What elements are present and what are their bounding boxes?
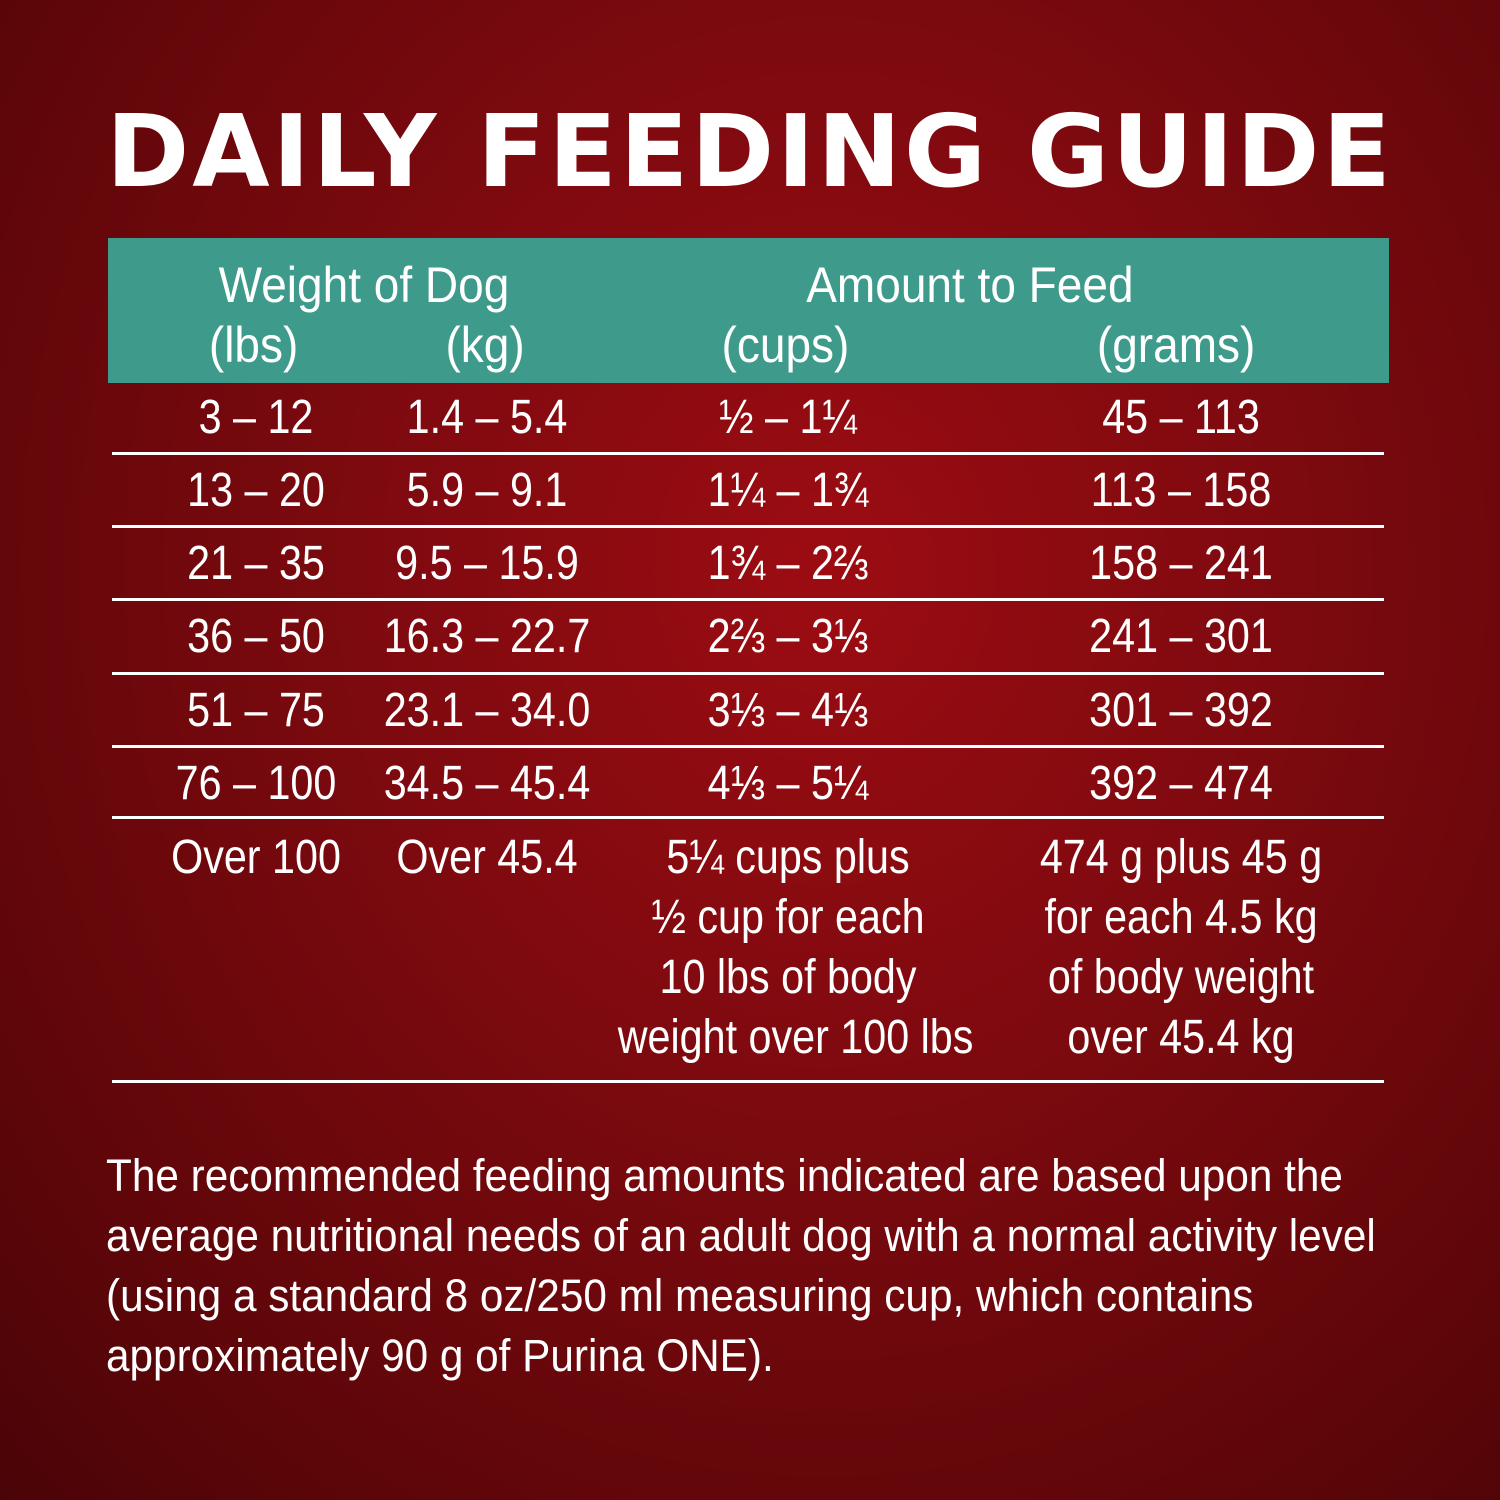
lbs-cell: Over 100: [171, 831, 341, 884]
row-divider: [112, 598, 1384, 601]
cups-cell: 3⅓ – 4⅓: [707, 684, 869, 737]
grams-cell-line: for each 4.5 kg: [1044, 891, 1318, 944]
page-title: DAILY FEEDING GUIDE: [106, 93, 1394, 210]
cups-cell-line: 5¼ cups plus: [666, 831, 910, 884]
cups-cell: 1¾ – 2⅔: [707, 537, 869, 590]
note-line: (using a standard 8 oz/250 ml measuring cup, which contains: [106, 1270, 1254, 1321]
lbs-unit-header: (lbs): [208, 317, 299, 373]
cups-cell: 2⅔ – 3⅓: [707, 610, 869, 663]
kg-cell: 23.1 – 34.0: [383, 684, 591, 737]
lbs-cell: 36 – 50: [187, 610, 325, 663]
cups-cell: ½ – 1¼: [719, 391, 857, 444]
cups-unit-header: (cups): [721, 317, 850, 373]
kg-cell: 9.5 – 15.9: [395, 537, 579, 590]
row-divider: [112, 745, 1384, 748]
kg-cell: 34.5 – 45.4: [383, 757, 591, 810]
row-divider: [112, 452, 1384, 455]
note-line: approximately 90 g of Purina ONE).: [106, 1330, 774, 1381]
grams-cell-line: of body weight: [1047, 951, 1315, 1004]
grams-cell: 392 – 474: [1089, 757, 1273, 810]
lbs-cell: 21 – 35: [187, 537, 325, 590]
note-line: The recommended feeding amounts indicated are based upon the: [106, 1150, 1343, 1201]
cups-cell: 1¼ – 1¾: [707, 464, 869, 517]
note-line: average nutritional needs of an adult dog with a normal activity level: [106, 1210, 1376, 1261]
kg-unit-header: (kg): [445, 317, 525, 373]
grams-cell: 158 – 241: [1089, 537, 1273, 590]
kg-cell: 5.9 – 9.1: [406, 464, 568, 517]
row-divider: [112, 525, 1384, 528]
kg-cell: Over 45.4: [396, 831, 578, 884]
amount-group-header: Amount to Feed: [806, 257, 1134, 313]
cups-cell-line: ½ cup for each: [651, 891, 925, 944]
grams-cell: 45 – 113: [1102, 391, 1260, 444]
feeding-note: [106, 1146, 1406, 1386]
grams-cell: 241 – 301: [1089, 610, 1273, 663]
grams-cell-line: 474 g plus 45 g: [1039, 831, 1323, 884]
kg-cell: 1.4 – 5.4: [406, 391, 568, 444]
cups-cell-line: weight over 100 lbs: [617, 1011, 974, 1064]
grams-unit-header: (grams): [1096, 317, 1256, 373]
row-divider: [112, 672, 1384, 675]
grams-cell: 113 – 158: [1090, 464, 1272, 517]
table-bottom-rule: [112, 1080, 1384, 1083]
cups-cell-line: 10 lbs of body: [659, 951, 917, 1004]
lbs-cell: 13 – 20: [187, 464, 325, 517]
row-divider: [112, 816, 1384, 819]
grams-cell: 301 – 392: [1089, 684, 1273, 737]
lbs-cell: 51 – 75: [187, 684, 325, 737]
lbs-cell: 76 – 100: [175, 757, 337, 810]
cups-cell: 4⅓ – 5¼: [707, 757, 869, 810]
grams-cell-line: over 45.4 kg: [1067, 1011, 1295, 1064]
lbs-cell: 3 – 12: [198, 391, 314, 444]
weight-group-header: Weight of Dog: [218, 257, 510, 313]
kg-cell: 16.3 – 22.7: [383, 610, 591, 663]
